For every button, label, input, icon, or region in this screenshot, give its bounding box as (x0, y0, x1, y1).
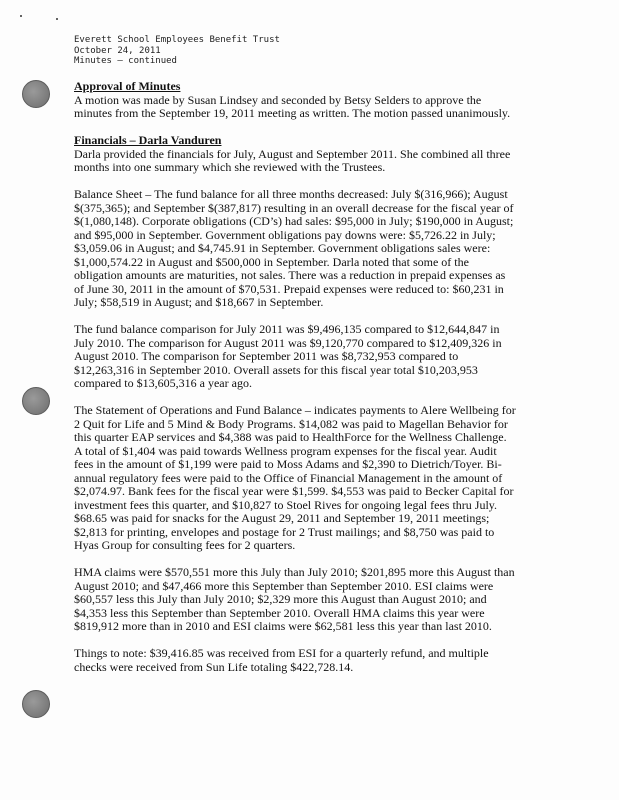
paragraph-financials-intro (74, 148, 544, 175)
text-line: Darla provided the financials for July, August and September 2011. She combined all three (74, 146, 511, 161)
text-line: this quarter EAP services and $4,388 was paid to HealthForce for the Wellness Challenge. (74, 430, 507, 444)
header-date: October 24, 2011 (74, 45, 161, 56)
text-line: $(1,080,148). Corporate obligations (CD’s) had sales: $95,000 in July; $190,000 in August; (74, 214, 514, 228)
punch-hole-bottom (22, 690, 50, 718)
header-subtitle: Minutes – continued (74, 56, 177, 66)
text-line: checks were received from Sun Life totaling $422,728.14. (74, 659, 354, 674)
heading-financials: Financials – Darla Vanduren (74, 133, 222, 147)
text-line: fees in the amount of $1,199 were paid to Moss Adams and $2,390 to Dietrich/Toyer. Bi- (74, 457, 502, 471)
scan-speck (56, 18, 58, 20)
punch-hole-top (22, 80, 50, 108)
scan-speck (20, 15, 22, 17)
text-line: $2,074.97. Bank fees for the fiscal year were $1,599. $4,553 was paid to Becker Capital for (74, 484, 514, 498)
text-line: investment fees this quarter, and $10,827 to Stoel Rives for ongoing legal fees thru July. (74, 497, 497, 512)
text-line: July 2010. The comparison for August 2011 was $9,120,770 compared to $12,409,326 in (74, 335, 502, 350)
text-line: $1,000,574.22 in August and $500,000 in September. Darla noted that some of the (74, 254, 469, 269)
text-line: $2,813 for printing, envelopes and postage for 2 Trust mailings; and $8,750 was paid to (74, 524, 495, 539)
text-line: A total of $1,404 was paid towards Wellness program expenses for the fiscal year. Audit (74, 443, 497, 458)
paragraph-fund-comparison (74, 323, 544, 391)
text-line: $60,557 less this July than July 2010; $2,329 more this August than August 2010; and (74, 592, 487, 606)
punch-hole-middle (22, 387, 50, 415)
text-line: $(375,365); and September $(387,817) resulting in an overall decrease for the fiscal year of (74, 200, 514, 215)
text-line: and $95,000 in September. Government obligations pay downs were: $5,726.22 in July; (74, 227, 496, 242)
heading-approval: Approval of Minutes (74, 79, 181, 93)
paragraph-operations (74, 404, 544, 553)
text-line: $68.65 was paid for snacks for the August 29, 2011 and September 19, 2011 meetings; (74, 511, 490, 525)
text-line: The fund balance comparison for July 2011 was $9,496,135 compared to $12,644,847 in (74, 322, 500, 336)
text-line: The Statement of Operations and Fund Balance – indicates payments to Alere Wellbeing for (74, 403, 516, 417)
text-line: obligation amounts are maturities, not sales. There was a reduction in prepaid expenses as (74, 268, 506, 282)
text-line: A motion was made by Susan Lindsey and seconded by Betsy Selders to approve the (74, 92, 482, 107)
text-line: August 2010; and $47,466 more this September than September 2010. ESI claims were (74, 578, 494, 593)
document-header (74, 35, 280, 67)
header-org: Everett School Employees Benefit Trust (74, 35, 280, 45)
text-line: 2 Quit for Life and 5 Mind & Body Programs. $14,082 was paid to Magellan Behavior for (74, 416, 508, 431)
paragraph-claims (74, 566, 544, 634)
text-line: $4,353 less this September than September 2010. Overall HMA claims this year were (74, 605, 485, 620)
text-line: months into one summary which she reviewed with the Trustees. (74, 160, 386, 174)
paragraph-approval (74, 94, 544, 121)
text-line: Things to note: $39,416.85 was received from ESI for a quarterly refund, and multiple (74, 646, 489, 660)
paragraph-balance-sheet (74, 188, 544, 310)
text-line: $819,912 more than in 2010 and ESI claims were $62,581 less this year than last 2010. (74, 619, 492, 633)
text-line: annual regulatory fees were paid to the Office of Financial Management in the amount of (74, 470, 503, 485)
text-line: Hyas Group for consulting fees for 2 quarters. (74, 538, 296, 552)
text-line: $3,059.06 in August; and $4,745.91 in September. Government obligations sales were: (74, 241, 491, 255)
text-line: minutes from the September 19, 2011 meeting as written. The motion passed unanimously. (74, 106, 511, 120)
text-line: Balance Sheet – The fund balance for all three months decreased: July $(316,966); August (74, 187, 508, 201)
text-line: HMA claims were $570,551 more this July than July 2010; $201,895 more this August than (74, 565, 515, 579)
document-body (74, 80, 544, 688)
paragraph-notes (74, 647, 544, 674)
text-line: $12,263,316 in September 2010. Overall assets for this fiscal year total $10,203,953 (74, 362, 478, 377)
text-line: July; $58,519 in August; and $18,667 in September. (74, 295, 324, 309)
text-line: August 2010. The comparison for September 2011 was $8,732,953 compared to (74, 349, 459, 363)
text-line: of June 30, 2011 in the amount of $70,531. Prepaid expenses were reduced to: $60,231 in (74, 281, 504, 296)
text-line: compared to $13,605,316 a year ago. (74, 376, 252, 390)
